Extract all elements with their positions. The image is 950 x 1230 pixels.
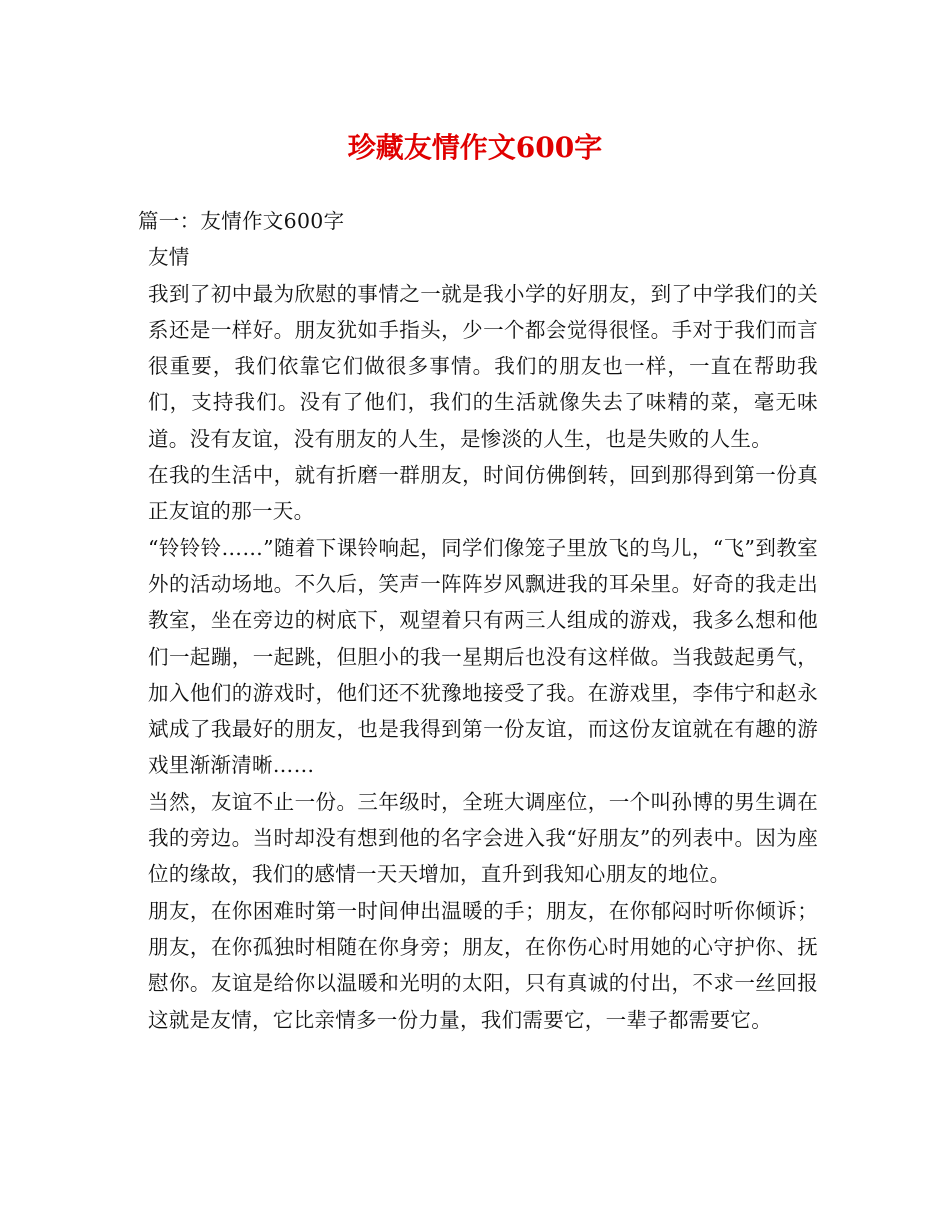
paragraph-4: 当然，友谊不止一份。三年级时，全班大调座位，一个叫孙博的男生调在我的旁边。当时却没有想到他的名字会进入我“好朋友”的列表中。因为座位的缘故，我们的感情一天天增加，直升到我知心朋友的地位。	[148, 789, 818, 887]
paragraph-3: “铃铃铃……”随着下课铃响起，同学们像笼子里放飞的鸟儿，“飞”到教室外的活动场地。不久后，笑声一阵阵岁风飘进我的耳朵里。好奇的我走出教室，坐在旁边的树底下，观望着只有两三人组成的游戏，我多么想和他们一起蹦，一起跳，但胆小的我一星期后也没有这样做。当我鼓起勇气，加入他们的游戏时，他们还不犹豫地接受了我。在游戏里，李伟宁和赵永斌成了我最好的朋友，也是我得到第一份友谊，而这份友谊就在有趣的游戏里渐渐清晰……	[148, 535, 818, 778]
paragraph-2: 在我的生活中，就有折磨一群朋友，时间仿佛倒转，回到那得到第一份真正友谊的那一天。	[148, 463, 818, 524]
section-subheading: 友情	[148, 245, 190, 270]
paragraph-5: 朋友，在你困难时第一时间伸出温暖的手；朋友，在你郁闷时听你倾诉；朋友，在你孤独时相随在你身旁；朋友，在你伤心时用她的心守护你、抚慰你。友谊是给你以温暖和光明的太阳，只有真诚的付出，不求一丝回报这就是友情，它比亲情多一份力量，我们需要它，一辈子都需要它。	[148, 898, 818, 1032]
section-heading: 篇一：友情作文600字	[138, 209, 345, 233]
document-body	[138, 203, 818, 1038]
document-title: 珍藏友情作文600字	[347, 131, 603, 164]
paragraph-1: 我到了初中最为欣慰的事情之一就是我小学的好朋友，到了中学我们的关系还是一样好。朋友犹如手指头，少一个都会觉得很怪。手对于我们而言很重要，我们依靠它们做很多事情。我们的朋友也一样，一直在帮助我们，支持我们。没有了他们，我们的生活就像失去了味精的菜，毫无味道。没有友谊，没有朋友的人生，是惨淡的人生，也是失败的人生。	[148, 281, 818, 451]
